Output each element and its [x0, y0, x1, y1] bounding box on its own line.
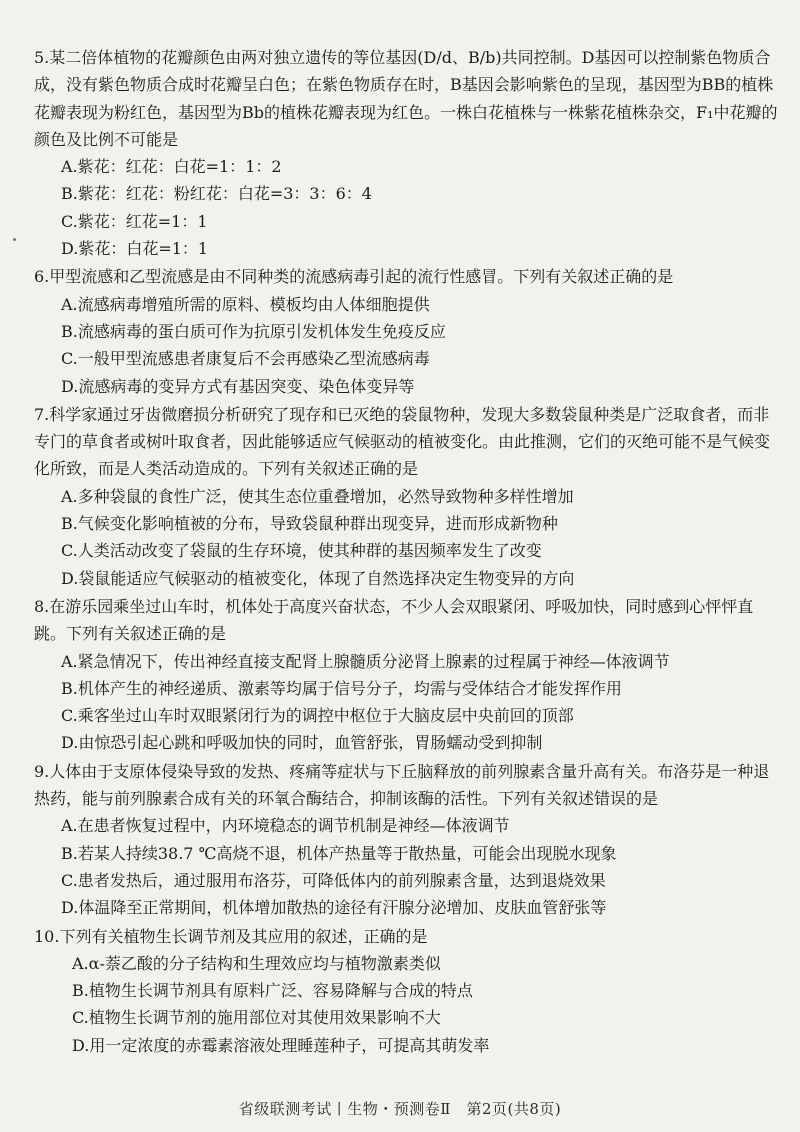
- option-d: D.用一定浓度的赤霉素溶液处理睡莲种子，可提高其萌发率: [72, 1035, 490, 1055]
- scan-speck: [13, 238, 16, 241]
- page-footer: 省级联测考试丨生物・预测卷Ⅱ 第2页(共8页): [238, 1100, 562, 1118]
- question-9: [34, 758, 782, 922]
- option-d: D.袋鼠能适应气候驱动的植被变化，体现了自然选择决定生物变异的方向: [61, 568, 575, 588]
- option-b: B.机体产生的神经递质、激素等均属于信号分子，均需与受体结合才能发挥作用: [61, 678, 622, 698]
- option-a: A.紫花：红花：白花=1：1：2: [61, 157, 282, 177]
- option-b: B.紫花：红花：粉红花：白花=3：3：6：4: [61, 184, 372, 204]
- option-a: A.在患者恢复过程中，内环境稳态的调节机制是神经—体液调节: [61, 816, 510, 836]
- question-stem: 10.下列有关植物生长调节剂及其应用的叙述，正确的是: [34, 926, 428, 946]
- question-stem: 6.甲型流感和乙型流感是由不同种类的流感病毒引起的流行性感冒。下列有关叙述正确的是: [34, 267, 674, 287]
- option-c: C.一般甲型流感患者康复后不会再感染乙型流感病毒: [61, 349, 430, 369]
- option-a: A.多种袋鼠的食性广泛，使其生态位重叠增加，必然导致物种多样性增加: [61, 486, 574, 506]
- question-10: [34, 923, 782, 1059]
- option-b: B.气候变化影响植被的分布，导致袋鼠种群出现变异，进而形成新物种: [61, 514, 558, 534]
- option-c: C.人类活动改变了袋鼠的生存环境，使其种群的基因频率发生了改变: [61, 541, 542, 561]
- question-stem: 7.科学家通过牙齿微磨损分析研究了现存和已灭绝的袋鼠物种，发现大多数袋鼠种类是广泛取食者，而非专门的草食者或树叶取食者，因此能够适应气候驱动的植被变化。由此推测，它们的灭绝可能不是气候变化所致，而是人类活动造成的。下列有关叙述正确的是: [34, 404, 771, 479]
- option-d: D.流感病毒的变异方式有基因突变、染色体变异等: [61, 376, 415, 396]
- option-a: A.紧急情况下，传出神经直接支配肾上腺髓质分泌肾上腺素的过程属于神经—体液调节: [61, 651, 670, 671]
- option-c: C.植物生长调节剂的施用部位对其使用效果影响不大: [72, 1008, 441, 1028]
- option-c: C.患者发热后，通过服用布洛芬，可降低体内的前列腺素含量，达到退烧效果: [61, 870, 606, 890]
- question-stem: 9.人体由于支原体侵染导致的发热、疼痛等症状与下丘脑释放的前列腺素含量升高有关。布洛芬是一种退热药，能与前列腺素合成有关的环氧合酶结合，抑制该酶的活性。下列有关叙述错误的是: [34, 761, 770, 809]
- option-b: B.植物生长调节剂具有原料广泛、容易降解与合成的特点: [72, 981, 473, 1001]
- option-c: C.紫花：红花=1：1: [61, 211, 208, 231]
- question-5: [34, 44, 782, 262]
- question-7: [34, 401, 782, 592]
- option-b: B.若某人持续38.7 ℃高烧不退，机体产热量等于散热量，可能会出现脱水现象: [61, 843, 617, 863]
- option-a: A.流感病毒增殖所需的原料、模板均由人体细胞提供: [61, 294, 430, 314]
- option-d: D.体温降至正常期间，机体增加散热的途径有汗腺分泌增加、皮肤血管舒张等: [61, 898, 607, 918]
- option-c: C.乘客坐过山车时双眼紧闭行为的调控中枢位于大脑皮层中央前回的顶部: [61, 706, 574, 726]
- question-6: [34, 263, 782, 399]
- question-list: [34, 44, 782, 1060]
- question-stem: 5.某二倍体植物的花瓣颜色由两对独立遗传的等位基因(D/d、B/b)共同控制。D基因可以控制紫色物质合成，没有紫色物质合成时花瓣呈白色；在紫色物质存在时，B基因会影响紫色的呈现，基因型为BB的植株花瓣表现为粉红色，基因型为Bb的植株花瓣表现为红色。一株白花植株与一株紫花植株杂交，F₁中花瓣的颜色及比例不可能是: [34, 48, 778, 149]
- option-d: D.由惊恐引起心跳和呼吸加快的同时，血管舒张，胃肠蠕动受到抑制: [61, 733, 543, 753]
- question-8: [34, 593, 782, 757]
- option-a: A.α-萘乙酸的分子结构和生理效应均与植物激素类似: [72, 953, 441, 973]
- option-d: D.紫花：白花=1：1: [61, 239, 209, 259]
- question-stem: 8.在游乐园乘坐过山车时，机体处于高度兴奋状态，不少人会双眼紧闭、呼吸加快，同时感到心怦怦直跳。下列有关叙述正确的是: [34, 596, 754, 644]
- option-b: B.流感病毒的蛋白质可作为抗原引发机体发生免疫反应: [61, 321, 446, 341]
